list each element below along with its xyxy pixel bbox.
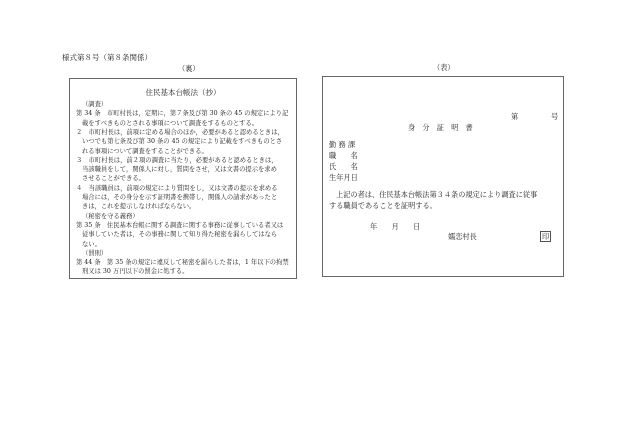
seal-mark: 印 [542,232,550,241]
issue-date: 年 月 日 [370,222,421,231]
field-position: 職 名 [329,151,358,160]
front-heading: （表） [433,63,455,72]
number-suffix: 号 [551,112,559,121]
issuer: 嬬恋村長 [448,232,477,241]
law-text-line: 第 34 条 市町村長は，定期に，第７条及び第 30 条の 45 の規定により記 [76,110,289,118]
back-side-panel [69,78,297,279]
law-text-line: きは，これを提示しなければならない。 [82,203,196,211]
field-name: 氏 名 [329,162,358,171]
law-text-line: 第 44 条 第 35 条の規定に違反して秘密を漏らした者は，1 年以下の拘禁 [76,259,289,267]
law-text-line: ２ 市町村長は，前項に定める場合のほか，必要があると認めるときは， [76,128,284,136]
law-text-line: 載をすべきものとされる事項について調査をするものとする。 [82,119,259,127]
law-text-line: 従事していた者は，その事務に関して知り得た秘密を漏らしてはなら [82,231,278,239]
certificate-title: 身 分 証 明 書 [408,123,473,132]
law-text-line: （秘密を守る義務） [82,212,139,220]
law-text-line: 場合には，その身分を示す証明書を携帯し，関係人の請求があったと [82,194,278,201]
law-text-line: 当該職員をして，関係人に対し，質問をさせ，又は文書の提示を求め [82,166,277,174]
law-text-line: ３ 市町村長は，前２項の調査に当たり，必要があると認めるときは， [76,156,278,164]
number-prefix: 第 [511,112,519,121]
law-text-line: （調査） [82,101,108,108]
form-title: 様式第８号（第８条関係） [62,53,152,62]
law-text-line: させることができる。 [82,175,145,183]
certification-text-2: する職員であることを証明する。 [329,201,437,210]
law-text-line: ない。 [82,240,101,248]
law-text-line: 第 35 条 住民基本台帳に関する調査に関する事務に従事している者又は [76,221,284,229]
field-department: 勤 務 課 [329,140,356,149]
certification-text-1: 上記の者は、住民基本台帳法第３４条の規定により調査に従事 [336,190,538,199]
law-text-line: れる事項について調査をすることができる。 [82,147,208,155]
law-text-line: （罰則） [82,249,108,257]
field-birthdate: 生年月日 [329,173,358,182]
back-heading: （裏） [178,64,200,73]
front-side-panel [322,76,564,277]
law-text-line: いつでも第七条及び第 30 条の 45 の規定により記載をすべきものとさ [82,138,283,146]
law-text-line: ４ 当該職員は，前項の規定により質問をし，又は文書の提示を求める [76,184,278,192]
law-title: 住民基本台帳法（抄） [145,88,221,97]
law-text-line: 刑又は 30 万円以下の罰金に処する。 [82,268,189,276]
